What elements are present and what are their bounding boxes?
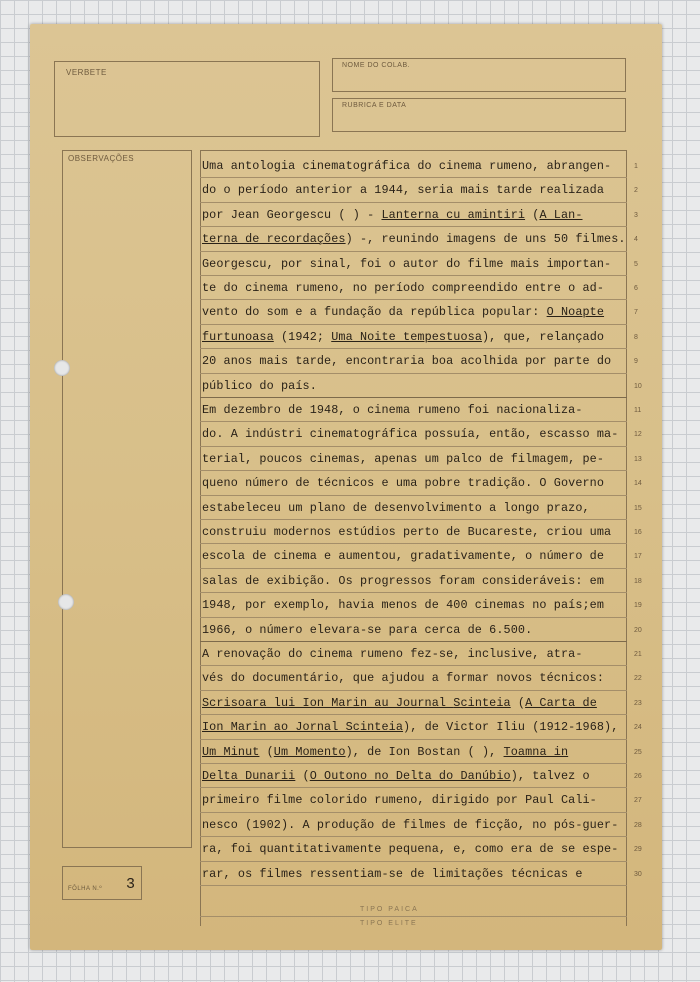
line-number: 18	[634, 577, 642, 585]
line-number: 19	[634, 602, 642, 610]
punch-hole-bottom	[58, 594, 74, 610]
punch-hole-top	[54, 360, 70, 376]
folha-label: FÔLHA N.º	[68, 886, 103, 892]
text-line	[202, 837, 627, 861]
text-line	[202, 593, 627, 617]
text-segment: terial, poucos cinemas, apenas um palco de filmagem, pe-	[202, 451, 605, 466]
text-line	[202, 154, 627, 178]
line-number: 21	[634, 651, 642, 658]
underlined-title: furtunoasa	[202, 329, 274, 344]
text-line	[202, 447, 627, 471]
underlined-title: Scinteia	[453, 695, 511, 710]
line-number: 11	[634, 407, 642, 414]
text-segment: te do cinema rumeno, no período compreendido entre o ad-	[202, 281, 605, 295]
text-segment: vento do som e a fundação da república popular:	[202, 305, 547, 320]
text-line	[202, 496, 627, 520]
line-number: 28	[634, 821, 642, 829]
text-segment: por Jean Georgescu ( ) -	[202, 207, 382, 222]
text-line	[202, 252, 627, 276]
text-line	[202, 569, 627, 593]
text-area-top-border	[200, 150, 627, 151]
text-line	[202, 325, 627, 349]
nome-label: NOME DO COLAB.	[342, 62, 411, 69]
text-segment: rar, os filmes ressentiam-se de limitações técnicas e	[202, 866, 583, 881]
line-number: 6	[634, 285, 638, 292]
line-number: 8	[634, 333, 638, 341]
line-number: 2	[634, 187, 638, 195]
underlined-title: O Noapte	[546, 305, 605, 320]
line-number: 9	[634, 358, 638, 366]
text-segment: ra, foi quantitativamente pequena, e, como era de se espe-	[202, 842, 619, 857]
text-line	[202, 349, 627, 373]
line-number: 22	[634, 675, 642, 683]
text-segment: vés do documentário, que ajudou a formar novos técnicos:	[202, 671, 605, 686]
line-number: 29	[634, 846, 642, 854]
line-number: 16	[634, 529, 642, 536]
text-line	[202, 422, 627, 446]
line-number: 13	[634, 455, 642, 463]
text-area-left-border	[200, 150, 201, 926]
text-segment: Em dezembro de 1948, o cinema rumeno foi nacionaliza-	[202, 403, 583, 417]
text-line	[202, 764, 627, 788]
text-segment: Uma antologia cinematográfica do cinema rumeno, abrangen-	[202, 159, 612, 173]
text-line	[202, 398, 627, 422]
underlined-title: Um Minut	[202, 744, 260, 759]
text-line	[202, 813, 627, 837]
text-segment: 1948, por exemplo, havia menos de 400 cinemas no país;em	[202, 598, 605, 613]
text-line	[202, 276, 627, 300]
underlined-title: Delta Dunarii	[202, 769, 296, 783]
line-number: 3	[634, 211, 638, 219]
line-number: 10	[634, 382, 642, 390]
text-segment: primeiro filme colorido rumeno, dirigido por Paul Cali-	[202, 793, 597, 808]
line-number: 1	[634, 163, 638, 170]
text-segment: estabeleceu um plano de desenvolvimento a longo prazo,	[202, 500, 590, 515]
text-segment: ) -, reunindo imagens de uns 50 filmes.	[345, 232, 626, 247]
text-segment: queno número de técnicos e uma pobre tradição. O Governo	[202, 476, 605, 491]
line-number: 12	[634, 431, 642, 439]
text-segment: (	[295, 769, 310, 783]
observacoes-label: OBSERVAÇÕES	[68, 154, 135, 163]
text-segment: do. A indústri cinematográfica possuía, então, escasso ma-	[202, 427, 619, 442]
tipo-paica-label: TIPO PAICA	[360, 906, 419, 913]
line-number: 24	[634, 724, 642, 732]
rubrica-label: RUBRICA E DATA	[342, 102, 407, 109]
text-segment: ), de Victor Iliu (1912-1968),	[403, 720, 619, 735]
text-segment: ), talvez o	[510, 769, 590, 783]
text-segment: 1966, o número elevara-se para cerca de 6.500.	[202, 622, 533, 637]
underlined-title: Uma Noite tempestuosa	[331, 329, 482, 344]
text-segment: ), de Ion Bostan ( ),	[345, 744, 504, 759]
line-number: 15	[634, 504, 642, 512]
index-card-sheet	[30, 24, 662, 950]
underlined-title: Um Momento	[273, 744, 346, 759]
text-line	[202, 862, 627, 886]
text-line	[202, 227, 627, 251]
text-line	[202, 203, 627, 227]
text-line	[202, 740, 627, 764]
underlined-title: Toamna in	[503, 744, 569, 759]
line-number: 7	[634, 309, 638, 317]
line-number: 30	[634, 870, 642, 878]
line-number: 26	[634, 773, 642, 780]
text-line	[202, 691, 627, 715]
text-segment: construiu modernos estúdios perto de Bucareste, criou uma	[202, 525, 612, 539]
text-segment: escola de cinema e aumentou, gradativamente, o número de	[202, 549, 605, 564]
text-line	[202, 642, 627, 666]
text-segment: (	[525, 207, 540, 222]
underlined-title: Scrisoara lui Ion Marin au Journal	[202, 695, 454, 710]
text-segment: A renovação do cinema rumeno fez-se, inclusive, atra-	[202, 647, 583, 661]
text-line	[202, 178, 627, 202]
text-segment: nesco (1902). A produção de filmes de ficção, no pós-guer-	[202, 817, 619, 832]
text-segment: do o período anterior a 1944, seria mais tarde realizada	[202, 183, 605, 198]
observacoes-box	[62, 150, 192, 848]
line-number: 23	[634, 699, 642, 707]
underlined-title: Lanterna cu amintiri	[381, 207, 526, 222]
line-number: 27	[634, 797, 642, 805]
text-segment: (1942;	[273, 329, 332, 344]
text-line	[202, 544, 627, 568]
text-segment: 20 anos mais tarde, encontraria boa acolhida por parte do	[202, 354, 612, 369]
line-number: 4	[634, 236, 638, 244]
text-line	[202, 374, 627, 398]
underlined-title: A Lan-	[539, 207, 583, 222]
text-line	[202, 788, 627, 812]
footer-rule	[200, 916, 627, 917]
text-line	[202, 715, 627, 739]
underlined-title: terna de recordações	[202, 232, 346, 247]
line-number: 20	[634, 626, 642, 634]
text-line	[202, 471, 627, 495]
line-number: 14	[634, 480, 642, 488]
text-segment: (	[259, 744, 274, 759]
text-segment: público do país.	[202, 378, 317, 393]
line-number: 17	[634, 553, 642, 561]
underlined-title: A Carta de	[525, 695, 597, 710]
verbete-label: VERBETE	[66, 68, 107, 77]
text-line	[202, 618, 627, 642]
folha-number: 3	[126, 876, 136, 893]
underlined-title: Ion Marin ao Jornal Scinteia	[202, 720, 404, 735]
text-segment: ), que, relançado	[482, 329, 605, 344]
text-segment: (	[510, 695, 526, 710]
text-segment: salas de exibição. Os progressos foram consideráveis: em	[202, 573, 605, 588]
text-segment: Georgescu, por sinal, foi o autor do filme mais importan-	[202, 256, 612, 271]
line-number: 25	[634, 748, 642, 756]
text-line	[202, 666, 627, 690]
line-number: 5	[634, 260, 638, 268]
underlined-title: O Outono no Delta do Danúbio	[309, 769, 511, 783]
text-line	[202, 520, 627, 544]
text-line	[202, 300, 627, 324]
tipo-elite-label: TIPO ELITE	[360, 920, 418, 927]
